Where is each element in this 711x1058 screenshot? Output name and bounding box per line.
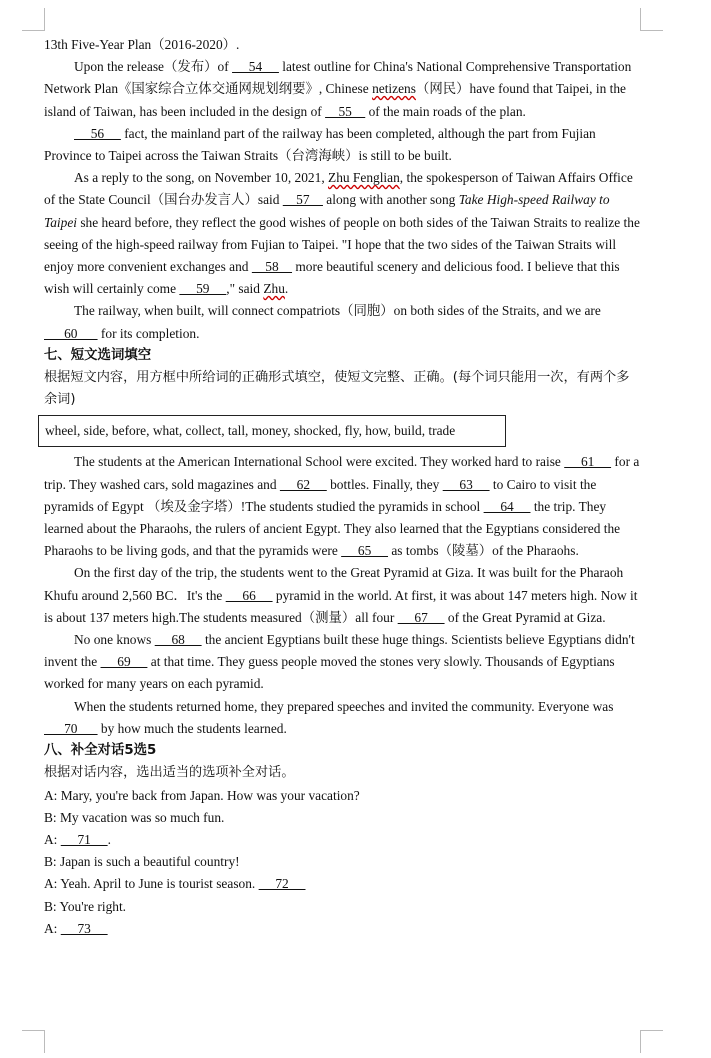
spellcheck-word: netizens <box>372 81 416 97</box>
passage-paragraph-3 <box>44 167 640 300</box>
dialogue-line <box>44 807 640 829</box>
song-title: Take High-speed Railway to Taipei <box>44 192 610 230</box>
text: The students at the American International School were excited. They worked hard to raise <box>74 454 565 470</box>
blank-69[interactable]: 69 <box>100 654 148 670</box>
text: of the Great Pyramid at Giza. <box>444 609 606 625</box>
blank-65[interactable]: 65 <box>341 543 389 559</box>
cloze-paragraph-1 <box>44 451 640 562</box>
text: . <box>284 281 289 297</box>
passage-paragraph-1 <box>44 56 640 123</box>
text: at that time. They guess people moved the stones very slowly. Thousands of Egyptians worked for many years on each pyramid. <box>44 654 615 692</box>
text: As a reply to the song, on November 10, 2021, <box>74 170 329 186</box>
blank-68[interactable]: 68 <box>154 632 202 648</box>
blank-55[interactable]: 55 <box>325 103 366 119</box>
text: A: <box>44 920 61 936</box>
text: Upon the release（发布）of <box>74 59 233 75</box>
text: （网民）have found that Taipei, in the island of Taiwan, has been included in the design of <box>44 81 626 119</box>
blank-59[interactable]: 59 <box>179 281 227 297</box>
cloze-paragraph-2 <box>44 562 640 629</box>
text: of the main roads of the plan. <box>365 103 526 119</box>
text: as tombs（陵墓）of the Pharaohs. <box>388 543 579 559</box>
word-bank-box <box>38 415 506 447</box>
section-7-title: 七、短文选词填空 <box>44 347 152 363</box>
spellcheck-word: Zhu Fenglian <box>328 170 400 186</box>
text: On the first day of the trip, the students went to the Great Pyramid at Giza. It was built for the Pharaoh Khufu around 2,560 BC．It's the <box>44 565 624 603</box>
word-bank: wheel, side, before, what, collect, tall, money, shocked, fly, how, build, trade <box>45 423 456 439</box>
text: latest outline for China's National Comprehensive Transportation Network Plan《国家综合立体交通网规划纲要》, Chinese <box>44 59 632 97</box>
section-8-instruction: 根据对话内容，选出适当的选项补全对话。 <box>44 765 295 781</box>
text: . <box>107 831 111 847</box>
page-corner-mark <box>640 8 663 31</box>
text: more beautiful scenery and delicious food. I believe that this wish will certainly come <box>44 259 620 297</box>
dialogue-line <box>44 918 640 940</box>
blank-72[interactable]: 72 <box>258 876 306 892</box>
text: the ancient Egyptians built these huge things. Scientists believe Egyptians didn't invent the <box>44 632 635 670</box>
section-8-title: 八、补全对话5选5 <box>44 743 157 759</box>
text: along with another song <box>322 192 459 208</box>
text: B: Japan is such a beautiful country! <box>44 854 240 870</box>
heading-line: 13th Five-Year Plan（2016-2020）. <box>44 37 240 52</box>
text: A: Mary, you're back from Japan. How was your vacation? <box>44 787 360 803</box>
blank-58[interactable]: 58 <box>251 259 293 275</box>
text: fact, the mainland part of the railway has been completed, although the part from Fujian Province to Taipei across the Taiwan Straits（台湾海峡）is still to be built. <box>44 125 596 164</box>
text: to Cairo to visit the pyramids of Egypt （埃及金字塔）!The students studied the pyramids in school <box>44 476 597 514</box>
blank-61[interactable]: 61 <box>564 454 612 470</box>
text: ," said <box>226 281 264 297</box>
text: The railway, when built, will connect compatriots（同胞）on both sides of the Straits, and we are <box>74 303 601 319</box>
dialogue-line <box>44 873 640 895</box>
text: B: You're right. <box>44 898 127 914</box>
text: When the students returned home, they prepared speeches and invited the community. Everyone was <box>74 698 614 714</box>
blank-64[interactable]: 64 <box>483 498 531 514</box>
text: pyramid in the world. At first, it was about 147 meters high. Now it is about 137 meters high.The students measured（测量）all four <box>44 587 638 625</box>
text: the trip. They learned about the Pharaohs, the rulers of ancient Egypt. They also learned that the Egyptians considered the Pharaohs to be living gods, and that the pyramids were <box>44 498 621 559</box>
blank-67[interactable]: 67 <box>397 609 445 625</box>
document-page <box>44 34 640 940</box>
text: B: My vacation was so much fun. <box>44 809 225 825</box>
blank-62[interactable]: 62 <box>279 476 327 492</box>
blank-57[interactable]: 57 <box>282 192 323 208</box>
passage-paragraph-2 <box>44 123 640 167</box>
text: , the spokesperson of Taiwan Affairs Office of the State Council（国台办发言人）said <box>44 170 633 208</box>
text: A: Yeah. April to June is tourist season. <box>44 876 259 892</box>
text: by how much the students learned. <box>97 720 287 736</box>
passage-paragraph-4 <box>44 300 640 344</box>
dialogue-line <box>44 785 640 807</box>
blank-60[interactable]: 60 <box>44 325 98 341</box>
blank-54[interactable]: 54 <box>232 59 279 75</box>
blank-70[interactable]: 70 <box>44 720 98 736</box>
section-7-instruction: 根据短文内容，用方框中所给词的正确形式填空，使短文完整、正确。(每个词只能用一次，有两个多余词) <box>44 370 630 408</box>
blank-71[interactable]: 71 <box>60 831 108 847</box>
cloze-paragraph-3 <box>44 629 640 696</box>
blank-63[interactable]: 63 <box>442 476 490 492</box>
page-corner-mark <box>22 8 45 31</box>
spellcheck-word: Zhu <box>263 281 285 297</box>
dialogue-line <box>44 851 640 873</box>
cloze-paragraph-4 <box>44 696 640 740</box>
text: bottles. Finally, they <box>326 476 443 492</box>
text: for a trip. They washed cars, sold magazines and <box>44 454 640 492</box>
blank-56[interactable]: 56 <box>74 125 121 141</box>
blank-66[interactable]: 66 <box>225 587 273 603</box>
blank-73[interactable]: 73 <box>60 920 108 936</box>
text: No one knows <box>74 632 155 648</box>
dialogue-line <box>44 896 640 918</box>
dialogue-line <box>44 829 640 851</box>
text: for its completion. <box>97 325 200 341</box>
text: she heard before, they reflect the good wishes of people on both sides of the Taiwan Straits to realize the seeing of the high-speed railway from Fujian to Taipei. "I hope that the two sides of the Taiwan Straits will enjoy more convenient exchanges and <box>44 214 640 275</box>
text: A: <box>44 831 61 847</box>
page-corner-mark <box>640 1030 663 1053</box>
page-corner-mark <box>22 1030 45 1053</box>
